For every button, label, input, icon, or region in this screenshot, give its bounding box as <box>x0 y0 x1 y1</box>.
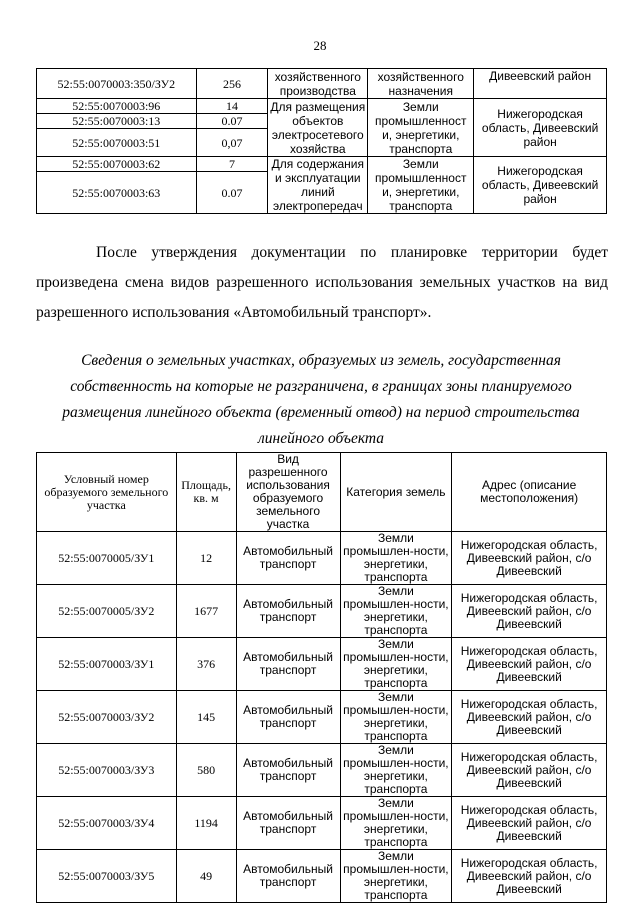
parcel-id: 52:55:0070003:62 <box>37 157 197 172</box>
parcel-use: Автомобильный транспорт <box>236 532 340 585</box>
parcel-use: Автомобильный транспорт <box>236 638 340 691</box>
parcel-category: Земли промышлен-ности, энергетики, транспорта <box>340 850 452 903</box>
parcel-address: Нижегородская область, Дивеевский район <box>474 99 607 157</box>
parcel-area: 1194 <box>176 797 236 850</box>
parcel-id: 52:55:0070003:350/ЗУ2 <box>37 69 197 99</box>
parcel-area: 14 <box>196 99 268 114</box>
parcel-area: 1677 <box>176 585 236 638</box>
header-area: Площадь, кв. м <box>176 453 236 532</box>
parcel-category: Земли промышлен-ности, энергетики, транспорта <box>340 532 452 585</box>
parcel-address: Нижегородская область, Дивеевский район, с/о Дивеевский <box>452 744 607 797</box>
parcel-id: 52:55:0070005/ЗУ2 <box>37 585 177 638</box>
table-row <box>37 157 607 172</box>
parcel-id: 52:55:0070003:63 <box>37 172 197 214</box>
parcel-use: Для содержания и эксплуатации линий электропередач <box>268 157 368 214</box>
parcel-area: 0.07 <box>196 172 268 214</box>
table-row <box>37 744 607 797</box>
parcel-use: Автомобильный транспорт <box>236 850 340 903</box>
page-number: 28 <box>313 38 327 53</box>
parcel-address: Нижегородская область, Дивеевский район, с/о Дивеевский <box>452 797 607 850</box>
parcel-id: 52:55:0070003/ЗУ2 <box>37 691 177 744</box>
table-row <box>37 532 607 585</box>
body-paragraph <box>36 238 608 328</box>
parcel-id: 52:55:0070003:13 <box>37 114 197 129</box>
table-row <box>37 850 607 903</box>
parcel-id: 52:55:0070005/ЗУ1 <box>37 532 177 585</box>
header-id: Условный номер образуемого земельного участка <box>37 453 177 532</box>
parcel-area: 7 <box>196 157 268 172</box>
parcel-use: Автомобильный транспорт <box>236 797 340 850</box>
parcel-category: Земли промышленност и, энергетики, транспорта <box>368 157 474 214</box>
parcel-use: Автомобильный транспорт <box>236 585 340 638</box>
parcel-id: 52:55:0070003/ЗУ3 <box>37 744 177 797</box>
parcel-category: Земли промышлен-ности, энергетики, транспорта <box>340 585 452 638</box>
parcel-area: 0.07 <box>196 114 268 129</box>
parcel-id: 52:55:0070003:51 <box>37 129 197 157</box>
parcel-area: 580 <box>176 744 236 797</box>
parcel-address: Нижегородская область, Дивеевский район, с/о Дивеевский <box>452 532 607 585</box>
header-address: Адрес (описание местоположения) <box>452 453 607 532</box>
table-row <box>37 69 607 99</box>
table-row <box>37 99 607 114</box>
parcel-address: Нижегородская область, Дивеевский район, с/о Дивеевский <box>452 585 607 638</box>
parcel-use: хозяйственного производства <box>268 69 368 99</box>
parcel-category: Земли промышленност и, энергетики, транспорта <box>368 99 474 157</box>
parcel-address: Нижегородская область, Дивеевский район, с/о Дивеевский <box>452 638 607 691</box>
parcel-address: Нижегородская область, Дивеевский район, с/о Дивеевский <box>452 850 607 903</box>
parcel-address: Нижегородская область, Дивеевский район, с/о Дивеевский <box>452 691 607 744</box>
parcel-category: Земли промышлен-ности, энергетики, транспорта <box>340 797 452 850</box>
parcel-category: Земли промышлен-ности, энергетики, транспорта <box>340 691 452 744</box>
parcel-id: 52:55:0070003/ЗУ5 <box>37 850 177 903</box>
parcel-id: 52:55:0070003/ЗУ4 <box>37 797 177 850</box>
parcel-category: Земли промышлен-ности, энергетики, транспорта <box>340 744 452 797</box>
table-row <box>37 638 607 691</box>
parcel-area: 376 <box>176 638 236 691</box>
table-row <box>37 797 607 850</box>
parcels-table-continued <box>36 68 607 214</box>
parcel-area: 145 <box>176 691 236 744</box>
parcel-category: хозяйственного назначения <box>368 69 474 99</box>
table-row <box>37 585 607 638</box>
parcel-area: 0,07 <box>196 129 268 157</box>
parcel-id: 52:55:0070003:96 <box>37 99 197 114</box>
parcel-area: 49 <box>176 850 236 903</box>
table-header-row <box>37 453 607 532</box>
parcel-use: Автомобильный транспорт <box>236 691 340 744</box>
parcel-address: Дивеевский район <box>474 69 607 99</box>
parcel-use: Автомобильный транспорт <box>236 744 340 797</box>
paragraph-text: После утверждения документации по планировке территории будет произведена смена видов разрешенного использования земельных участков на вид разрешенного использования «Автомобильный транспорт». <box>36 244 608 321</box>
parcel-use: Для размещения объектов электросетевого хозяйства <box>268 99 368 157</box>
parcel-area: 256 <box>196 69 268 99</box>
parcel-address: Нижегородская область, Дивеевский район <box>474 157 607 214</box>
table-caption: Сведения о земельных участках, образуемых из земель, государственная собственность на которые не разграничена, в границах зоны планируемого размещения линейного объекта (временный отвод) на период строительства линейного объекта <box>62 352 580 447</box>
parcel-area: 12 <box>176 532 236 585</box>
parcel-id: 52:55:0070003/ЗУ1 <box>37 638 177 691</box>
header-category: Категория земель <box>340 453 452 532</box>
new-parcels-table <box>36 452 607 903</box>
table-row <box>37 691 607 744</box>
header-use: Вид разрешенного использования образуемого земельного участка <box>236 453 340 532</box>
parcel-category: Земли промышлен-ности, энергетики, транспорта <box>340 638 452 691</box>
